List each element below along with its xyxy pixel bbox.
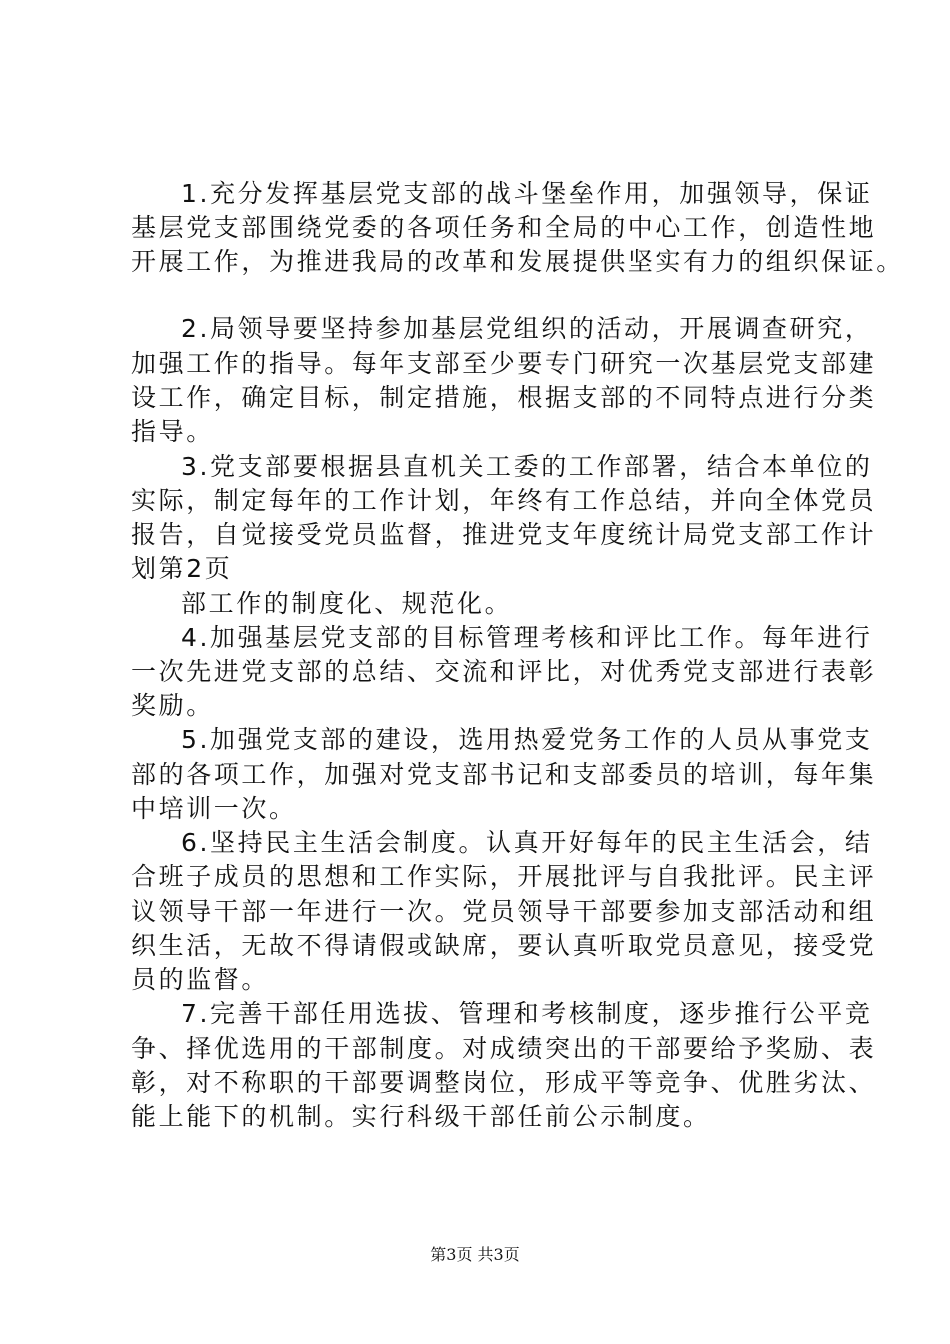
text-line: 中培训一次。 [131,794,297,823]
text-line: 2.局领导要坚持参加基层党组织的活动，开展调查研究， [181,314,873,343]
text-line: 1.充分发挥基层党支部的战斗堡垒作用，加强领导，保证 [181,179,873,208]
text-line: 4.加强基层党支部的目标管理考核和评比工作。每年进行 [181,623,873,652]
text-line: 开展工作，为推进我局的改革和发展提供坚实有力的组织保证。 [131,247,904,276]
text-line: 能上能下的机制。实行科级干部任前公示制度。 [131,1102,711,1131]
text-line: 3.党支部要根据县直机关工委的工作部署，结合本单位的 [181,452,873,481]
text-line: 5.加强党支部的建设，选用热爱党务工作的人员从事党支 [181,725,873,754]
text-line: 划第2页 [131,554,233,583]
text-line: 7.完善干部任用选拔、管理和考核制度，逐步推行公平竞 [181,999,873,1028]
text-line: 加强工作的指导。每年支部至少要专门研究一次基层党支部建 [131,349,877,378]
text-line: 报告，自觉接受党员监督，推进党支年度统计局党支部工作计 [131,520,877,549]
text-line: 一次先进党支部的总结、交流和评比，对优秀党支部进行表彰 [131,657,877,686]
text-line: 织生活，无故不得请假或缺席，要认真听取党员意见，接受党 [131,931,877,960]
text-line: 彰，对不称职的干部要调整岗位，形成平等竞争、优胜劣汰、 [131,1068,877,1097]
text-line: 部工作的制度化、规范化。 [181,589,513,618]
text-line: 奖励。 [131,691,214,720]
text-line: 部的各项工作，加强对党支部书记和支部委员的培训，每年集 [131,760,877,789]
text-line: 合班子成员的思想和工作实际，开展批评与自我批评。民主评 [131,862,877,891]
text-line: 实际，制定每年的工作计划，年终有工作总结，并向全体党员 [131,486,877,515]
text-line: 争、择优选用的干部制度。对成绩突出的干部要给予奖励、表 [131,1034,877,1063]
text-line: 指导。 [131,417,214,446]
text-line: 设工作，确定目标，制定措施，根据支部的不同特点进行分类 [131,383,877,412]
text-line: 基层党支部围绕党委的各项任务和全局的中心工作，创造性地 [131,213,877,242]
text-line: 6.坚持民主生活会制度。认真开好每年的民主生活会，结 [181,828,873,857]
text-line: 议领导干部一年进行一次。党员领导干部要参加支部活动和组 [131,897,877,926]
text-line: 员的监督。 [131,965,270,994]
page-number-footer: 第3页 共3页 [430,1245,520,1264]
